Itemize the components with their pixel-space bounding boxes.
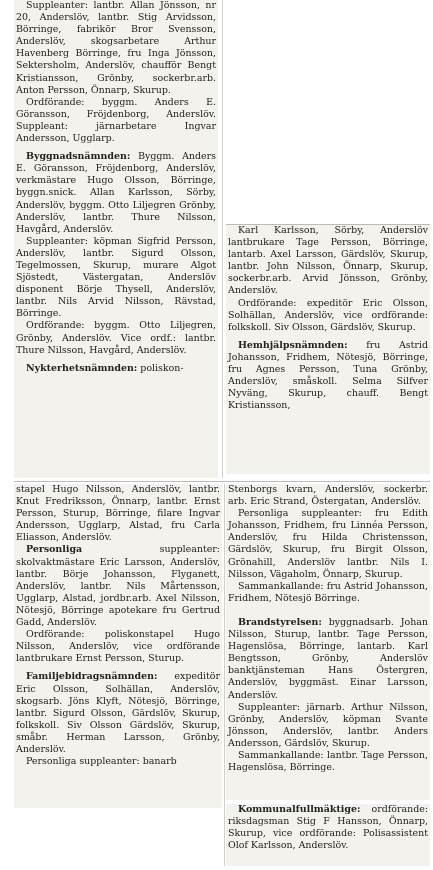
paragraph-bygg-ordforande: Ordförande: byggm. Otto Liljegren, Grönby, Anderslöv. Vice ordf.: lantbr. Thure Nilsson, Havgård, Anderslöv. [16, 320, 216, 356]
paragraph-suppleanter: Suppleanter: lantbr. Allan Jönsson, nr 20, Anderslöv, lantbr. Stig Arvidsson, Börringe, fabrikör Bror Svensson, Anderslöv, skogsarbetare Arthur Havenberg Börringe, fru Inga Jönsson, Sektersholm, Anderslöv, chaufför Bengt Kristiansson, Grönby, sockerbr.arb. Anton Persson, Önnarp, Skurup. [16, 0, 216, 96]
paragraph-ordforande: Ordförande: expeditör Eric Olsson, Solhällan, Anderslöv, vice ordförande: folkskoll. Siv Olsson, Gärdslöv, Skurup. [228, 297, 428, 333]
section-brandstyrelsen [228, 617, 428, 702]
text-familjebidragsnamnden: expeditör Eric Olsson, Solhällan, Anderslöv, skogsarb. Jöns Klyft, Nötesjö, Börringe, lantbr. Sigurd Olsson, Gärdslöv, Skurup, folkskoll. Siv Olsson Gärdslöv, Skurup, småbr. Herman Larsson, Grönby, Anderslöv. [16, 671, 220, 755]
paragraph-brand-sammankallande: Sammankallande: lantbr. Tage Persson, Hagenslösa, Börringe. [228, 749, 428, 774]
section-hemhjalpsnamnden [228, 340, 428, 413]
paragraph-fam-suppleanter: Personliga suppleanter: banarb [26, 756, 177, 768]
heading-familjebidragsnamnden: Familjebidragsnämnden: [26, 671, 158, 683]
section-familjebidragsnamnden [16, 671, 220, 756]
clipping-upper-left [14, 0, 218, 478]
heading-nykterhetsnamnden: Nykterhetsnämnden: [26, 362, 138, 374]
text-personliga: suppleanter: skolvaktmästare Eric Larsson, Anderslöv, lantbr. Börje Johansson, Flyganett, Anderslöv, lantbr. Nils Mårtensson, Ugglarp, Alstad, jordbr.arb. Axel Nilsson, Nötesjö, Börringe apotekare fru Gertrud Gadd, Anderslöv. [16, 544, 220, 629]
paragraph-nykterhet-members: stapel Hugo Nilsson, Anderslöv, lantbr. Knut Fredriksson, Önnarp, lantbr. Ernst Persson, Sturup, Börringe, filare Ingvar Andersson, Ugglarp, Alstad, fru Carla Eliasson, Anderslöv. [16, 484, 220, 544]
heading-hemhjalpsnamnden: Hemhjälpsnämnden: [238, 339, 348, 351]
text-kommunalfullmaktige: ordförande: riksdagsman Stig F Hansson, Önnarp, Skurup, vice ordförande: Polisassistent Olof Karlsson, Anderslöv. [228, 804, 428, 852]
text-brandstyrelsen: byggnadsarb. Johan Nilsson, Sturup, lantbr. Tage Persson, Hagenslösa, Börringe, lantarb. Karl Bengtsson, Grönby, Anderslöv banktjänsteman Hans Östergren, Anderslöv, byggmäst. Einar Larsson, Anderslöv. [228, 616, 428, 701]
clipping-separator [14, 481, 430, 482]
paragraph-hemhjalp-cont: Stenborgs kvarn, Anderslöv, sockerbr. arb. Eric Strand, Östergatan, Anderslöv. [228, 484, 428, 508]
section-byggnadsnamnden [16, 151, 216, 236]
clipping-lower-right [226, 484, 430, 800]
column-divider-left [222, 0, 223, 478]
paragraph-ordforande: Ordförande: byggm. Anders E. Göransson, Fröjdenborg, Anderslöv. Suppleant: järnarbetare Ingvar Andersson, Ugglarp. [16, 96, 216, 145]
paragraph-members: Karl Karlsson, Sörby, Anderslöv lantbrukare Tage Persson, Börringe, lantarb. Axel Larsson, Gärdslöv, Skurup, lantbr. John Nilsson, Önnarp, Skurup, sockerbr.arb. Arvid Jönsson, Grönby, Anderslöv. [228, 225, 428, 297]
clipping-bottom-right [226, 804, 430, 866]
heading-kommunalfullmaktige: Kommunalfullmäktige: [238, 804, 361, 815]
heading-byggnadsnamnden: Byggnadsnämnden: [26, 151, 131, 163]
text-hemhjalpsnamnden: fru Astrid Johansson, Fridhem, Nötesjö, Börringe, fru Agnes Persson, Tuna Grönby, Anderslöv, småskoll. Selma Silfver Nyväng, Skurup, chauff. Bengt Kristiansson, [228, 339, 428, 412]
paragraph-sammankallande: Sammankallande: fru Astrid Johansson, Fridhem, Nötesjö Börringe. [228, 580, 428, 604]
heading-brandstyrelsen: Brandstyrelsen: [238, 616, 322, 628]
paragraph-ordforande: Ordförande: poliskonstapel Hugo Nilsson, Anderslöv, vice ordförande lantbrukare Ernst Persson, Sturup. [16, 629, 220, 665]
paragraph-brand-suppleanter: Suppleanter: järnarb. Arthur Nilsson, Grönby, Anderslöv, köpman Svante Jönsson, Anderslöv, lantbr. Anders Andersson, Gärdslöv, Skurup. [228, 701, 428, 749]
paragraph-personliga-suppleanter: Personliga suppleanter: fru Edith Johansson, Fridhem, fru Linnéa Persson, Anderslöv, fru Hilda Christensson, Gärdslöv, Skurup, fru Birgit Olsson, Grönahill, Anderslöv lantbr. Nils I. Nilsson, Vägaholm, Önnarp, Skurup. [228, 508, 428, 580]
paragraph-bygg-suppleanter: Suppleanter: köpman Sigfrid Persson, Anderslöv, lantbr. Sigurd Olsson, Tegelmossen, Skurup, murare Algot Sjöstedt, Västergatan, Anderslöv disponent Börje Thysell, Anderslöv, lantbr. Nils Arvid Nilsson, Rävstad, Börringe. [16, 235, 216, 320]
section-kommunalfullmaktige [228, 804, 428, 852]
column-divider-right [224, 484, 225, 866]
section-nykterhetsnamnden [16, 363, 216, 375]
clipping-lower-left [14, 484, 222, 808]
text-byggnadsnamnden: Byggm. Anders E. Göransson, Fröjdenborg, Anderslöv, verkmästare Hugo Olsson, Börringe, byggn.snick. Allan Karlsson, Sörby, Anderslöv, byggm. Otto Liljegren Grönby, Anderslöv, lantbr. Thure Nilsson, Havgård, Anderslöv. [16, 151, 216, 235]
text-nykterhetsnamnden: poliskon- [137, 362, 184, 374]
section-personliga [16, 544, 220, 629]
clipping-upper-right [226, 224, 430, 474]
heading-personliga: Personliga [26, 544, 83, 556]
